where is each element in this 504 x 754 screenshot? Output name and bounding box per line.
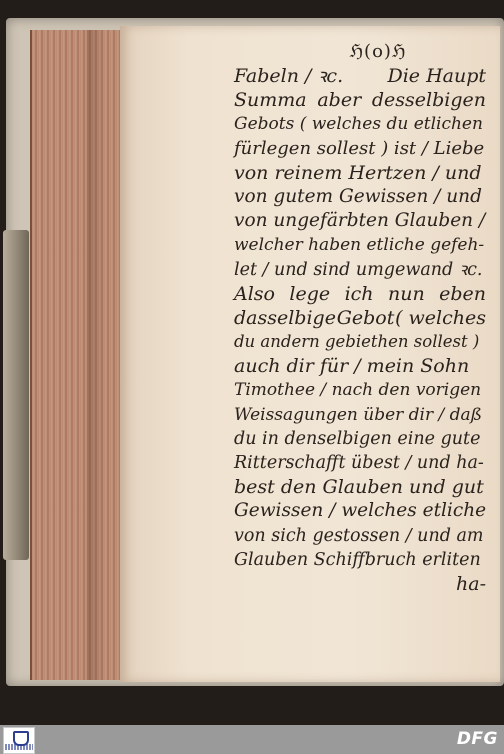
text-line xyxy=(234,185,486,209)
text-word: du in denselbigen eine gute xyxy=(234,428,481,449)
text-word: welcher haben etliche gefeh- xyxy=(234,235,485,256)
text-word: Also xyxy=(234,282,275,305)
text-line xyxy=(234,137,486,161)
text-line xyxy=(234,354,486,378)
text-word: Timothee / nach den vorigen xyxy=(234,380,482,401)
text-word: ich xyxy=(344,282,374,305)
text-word: Gewissen / welches etliche xyxy=(234,500,487,522)
text-line xyxy=(234,451,486,475)
text-word: eben xyxy=(439,282,486,305)
text-word: ( welches xyxy=(395,306,486,329)
book-page xyxy=(120,26,500,682)
text-line xyxy=(234,233,486,257)
text-lines xyxy=(234,64,486,572)
text-word: desselbigen xyxy=(371,89,486,112)
text-word: Ritterschafft übest / und ha- xyxy=(234,453,484,473)
text-line xyxy=(234,112,486,136)
text-word: lege xyxy=(289,282,331,305)
text-line xyxy=(234,64,486,88)
text-line xyxy=(234,282,486,306)
text-line xyxy=(234,306,486,330)
text-word: Glauben Schiffbruch erliten xyxy=(234,549,481,570)
text-line xyxy=(234,378,486,402)
text-word: Die Haupt xyxy=(387,65,486,87)
text-word: Gebot xyxy=(336,306,395,329)
text-line xyxy=(234,524,486,548)
text-word: best den Glauben und gut xyxy=(234,476,484,499)
cover-board-edge xyxy=(3,230,29,560)
text-word: Fabeln / ꝛc. xyxy=(234,65,344,87)
text-word: fürlegen sollest ) ist / Liebe xyxy=(234,137,485,159)
text-word: Summa xyxy=(234,89,307,112)
page-fore-edge xyxy=(30,30,128,680)
text-line xyxy=(234,499,486,523)
text-line xyxy=(234,258,486,282)
page-ornament: ℌ(o)ℌ xyxy=(349,41,407,62)
text-word: du andern gebiethen sollest ) xyxy=(234,332,480,352)
text-line xyxy=(234,403,486,427)
library-crest-icon[interactable] xyxy=(3,727,35,754)
text-line xyxy=(234,209,486,233)
text-word: von gutem Gewissen / und xyxy=(234,185,482,207)
text-word: let / und sind umgewand ꝛc. xyxy=(234,259,483,280)
text-word: dasselbige xyxy=(234,306,336,329)
text-line xyxy=(234,427,486,451)
catchword: ha- xyxy=(456,572,486,595)
text-word: Weissagungen über dir / daß xyxy=(234,404,483,425)
text-word: auch dir für / mein Sohn xyxy=(234,355,470,378)
text-word: Gebots ( welches du etlichen xyxy=(234,114,483,135)
text-word: aber xyxy=(317,89,362,112)
text-line xyxy=(234,161,486,185)
text-line xyxy=(234,88,486,112)
viewer-footer xyxy=(0,725,504,754)
text-line xyxy=(234,548,486,572)
text-word: von sich gestossen / und am xyxy=(234,525,484,546)
text-word: von reinem Hertzen / und xyxy=(234,161,482,184)
page-text xyxy=(234,40,486,596)
text-word: von ungefärbten Glauben / xyxy=(234,210,486,232)
dfg-logo[interactable]: DFG xyxy=(456,729,498,749)
text-word: nun xyxy=(387,282,425,305)
text-line xyxy=(234,475,486,499)
text-line xyxy=(234,330,486,354)
